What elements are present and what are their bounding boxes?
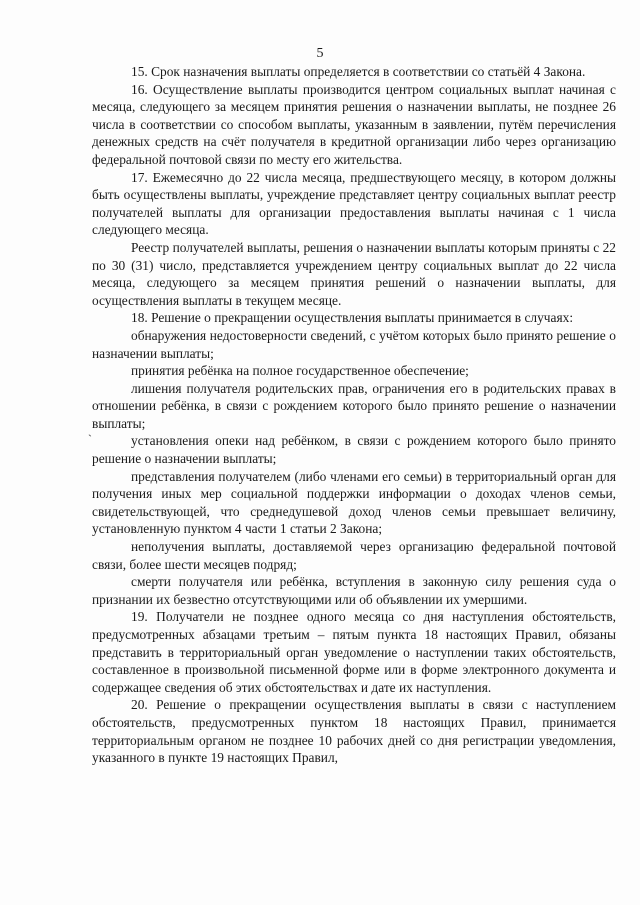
paragraph-17-registry: Реестр получателей выплаты, решения о назначении выплаты которым приняты с 22 по 30 (31) число, представляется учреждением центру социальных выплат до 22 числа месяца, следующего за месяцем принятия решений о назначении выплаты, для осуществления выплаты в текущем месяце. bbox=[92, 239, 616, 308]
paragraph-18-case-3: лишения получателя родительских прав, ограничения его в родительских правах в отношении ребёнка, в связи с рождением которого было принято решение о назначении выплаты; bbox=[92, 380, 616, 431]
paragraph-19: 19. Получатели не позднее одного месяца со дня наступления обстоятельств, предусмотренных абзацами третьим – пятым пункта 18 настоящих Правил, обязаны представить в территориальный орган уведомление о наступлении таких обстоятельств, составленное в произвольной письменной форме или в форме электронного документа и содержащее сведения об этих обстоятельствах и дате их наступления. bbox=[92, 609, 616, 695]
stray-mark: ` bbox=[88, 432, 92, 446]
paragraph-15: 15. Срок назначения выплаты определяется в соответствии со статьёй 4 Закона. bbox=[131, 64, 586, 79]
paragraph-18-case-6: неполучения выплаты, доставляемой через организацию федеральной почтовой связи, более шести месяцев подряд; bbox=[92, 539, 616, 572]
paragraph-18-case-4: установления опеки над ребёнком, в связи с рождением которого было принято решение о назначении выплаты; bbox=[92, 433, 616, 467]
paragraph-18-case-1: обнаружения недостоверности сведений, с учётом которых было принято решение о назначении выплаты; bbox=[92, 327, 616, 361]
document-body bbox=[92, 63, 616, 767]
paragraph-18: 18. Решение о прекращении осуществления выплаты принимается в случаях: bbox=[131, 310, 574, 326]
paragraph-18-case-7: смерти получателя или ребёнка, вступления в законную силу решения суда о признании их безвестно отсутствующими или об объявлении их умершими. bbox=[92, 574, 616, 607]
page-number: 5 bbox=[316, 46, 324, 61]
paragraph-20: 20. Решение о прекращении осуществления выплаты в связи с наступлением обстоятельств, предусмотренных пунктом 18 настоящих Правил, принимается территориальным органом не позднее 10 рабочих дней со дня регистрации уведомления, указанного в пункте 19 настоящих Правил, bbox=[92, 697, 616, 766]
paragraph-16: 16. Осуществление выплаты производится центром социальных выплат начиная с месяца, следующего за месяцем принятия решения о назначении выплаты, не позднее 26 числа в соответствии со способом выплаты, указанным в заявлении, путём перечисления денежных средств на счёт получателя в кредитной организации либо через организацию федеральной почтовой связи по месту его жительства. bbox=[92, 81, 616, 167]
paragraph-17: 17. Ежемесячно до 22 числа месяца, предшествующего месяцу, в котором должны быть осуществлены выплаты, учреждение представляет центру социальных выплат реестр получателей выплаты для организации предоставления выплаты начиная с 1 числа следующего месяца. bbox=[92, 169, 616, 238]
paragraph-18-case-5: представления получателем (либо членами его семьи) в территориальный орган для получения иных мер социальной поддержки информации о доходах членов семьи, свидетельствующей, что среднедушевой доход членов семьи превышает величину, установленную пунктом 4 части 1 статьи 2 Закона; bbox=[92, 468, 616, 537]
paragraph-18-case-2: принятия ребёнка на полное государственное обеспечение; bbox=[131, 363, 469, 379]
